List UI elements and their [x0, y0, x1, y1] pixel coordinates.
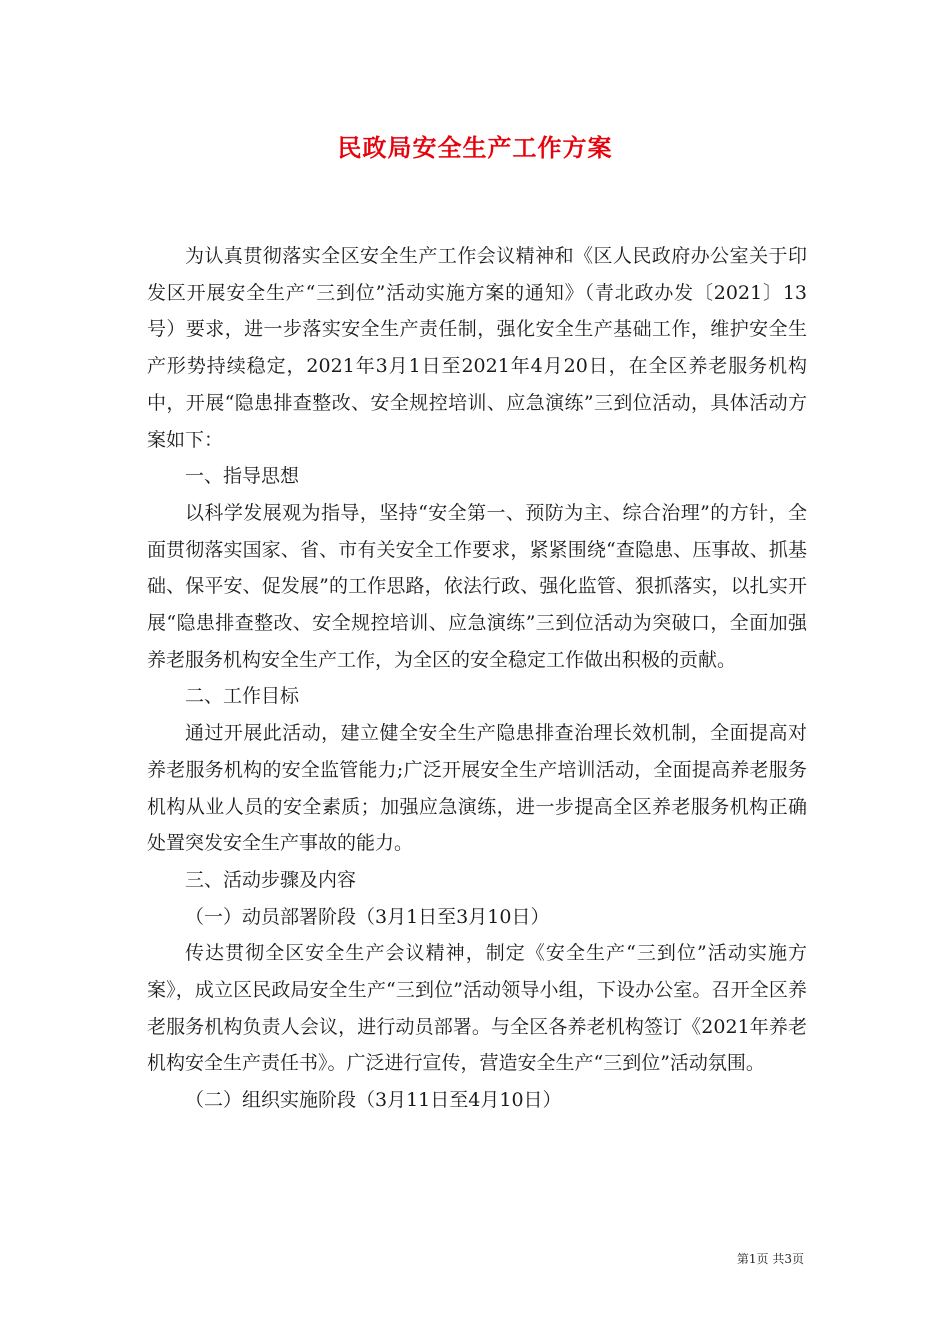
- section-heading-activity-steps: 三、活动步骤及内容: [185, 868, 357, 891]
- intro-paragraph: 为认真贯彻落实全区安全生产工作会议精神和《区人民政府办公室关于印发区开展安全生产“三到位”活动实施方案的通知》（青北政办发〔2021〕13号）要求，进一步落实安全生产责任制，强化安全生产基础工作，维护安全生产形势持续稳定，2021年3月1日至2021年4月20日，在全区养老服务机构中，开展“隐患排查整改、安全规控培训、应急演练”三到位活动，具体活动方案如下：: [147, 245, 807, 451]
- section-body-work-goals: 通过开展此活动，建立健全安全生产隐患排查治理长效机制，全面提高对养老服务机构的安全监管能力;广泛开展安全生产培训活动，全面提高养老服务机构从业人员的安全素质；加强应急演练，进一步提高全区养老服务机构正确处置突发安全生产事故的能力。: [147, 722, 807, 855]
- section-heading-work-goals: 二、工作目标: [185, 685, 300, 708]
- stage-heading-implementation: （二）组织实施阶段（3月11日至4月10日）: [185, 1089, 562, 1112]
- stage-body-mobilization: 传达贯彻全区安全生产会议精神，制定《安全生产“三到位”活动实施方案》，成立区民政局安全生产“三到位”活动领导小组，下设办公室。召开全区养老服务机构负责人会议，进行动员部署。与全区各养老机构签订《2021年养老机构安全生产责任书》。广泛进行宣传，营造安全生产“三到位”活动氛围。: [147, 942, 807, 1075]
- page-number: 第1页 共3页: [736, 1252, 804, 1266]
- document-body: [147, 238, 807, 1119]
- stage-heading-mobilization: （一）动员部署阶段（3月1日至3月10日）: [185, 905, 550, 928]
- section-heading-guiding-ideology: 一、指导思想: [185, 465, 300, 488]
- document-title: 民政局安全生产工作方案: [337, 133, 613, 162]
- section-body-guiding-ideology: 以科学发展观为指导，坚持“安全第一、预防为主、综合治理”的方针，全面贯彻落实国家、省、市有关安全工作要求，紧紧围绕“查隐患、压事故、抓基础、保平安、促发展”的工作思路，依法行政、强化监管、狠抓落实，以扎实开展“隐患排查整改、安全规控培训、应急演练”三到位活动为突破口，全面加强养老服务机构安全生产工作，为全区的安全稳定工作做出积极的贡献。: [147, 501, 807, 671]
